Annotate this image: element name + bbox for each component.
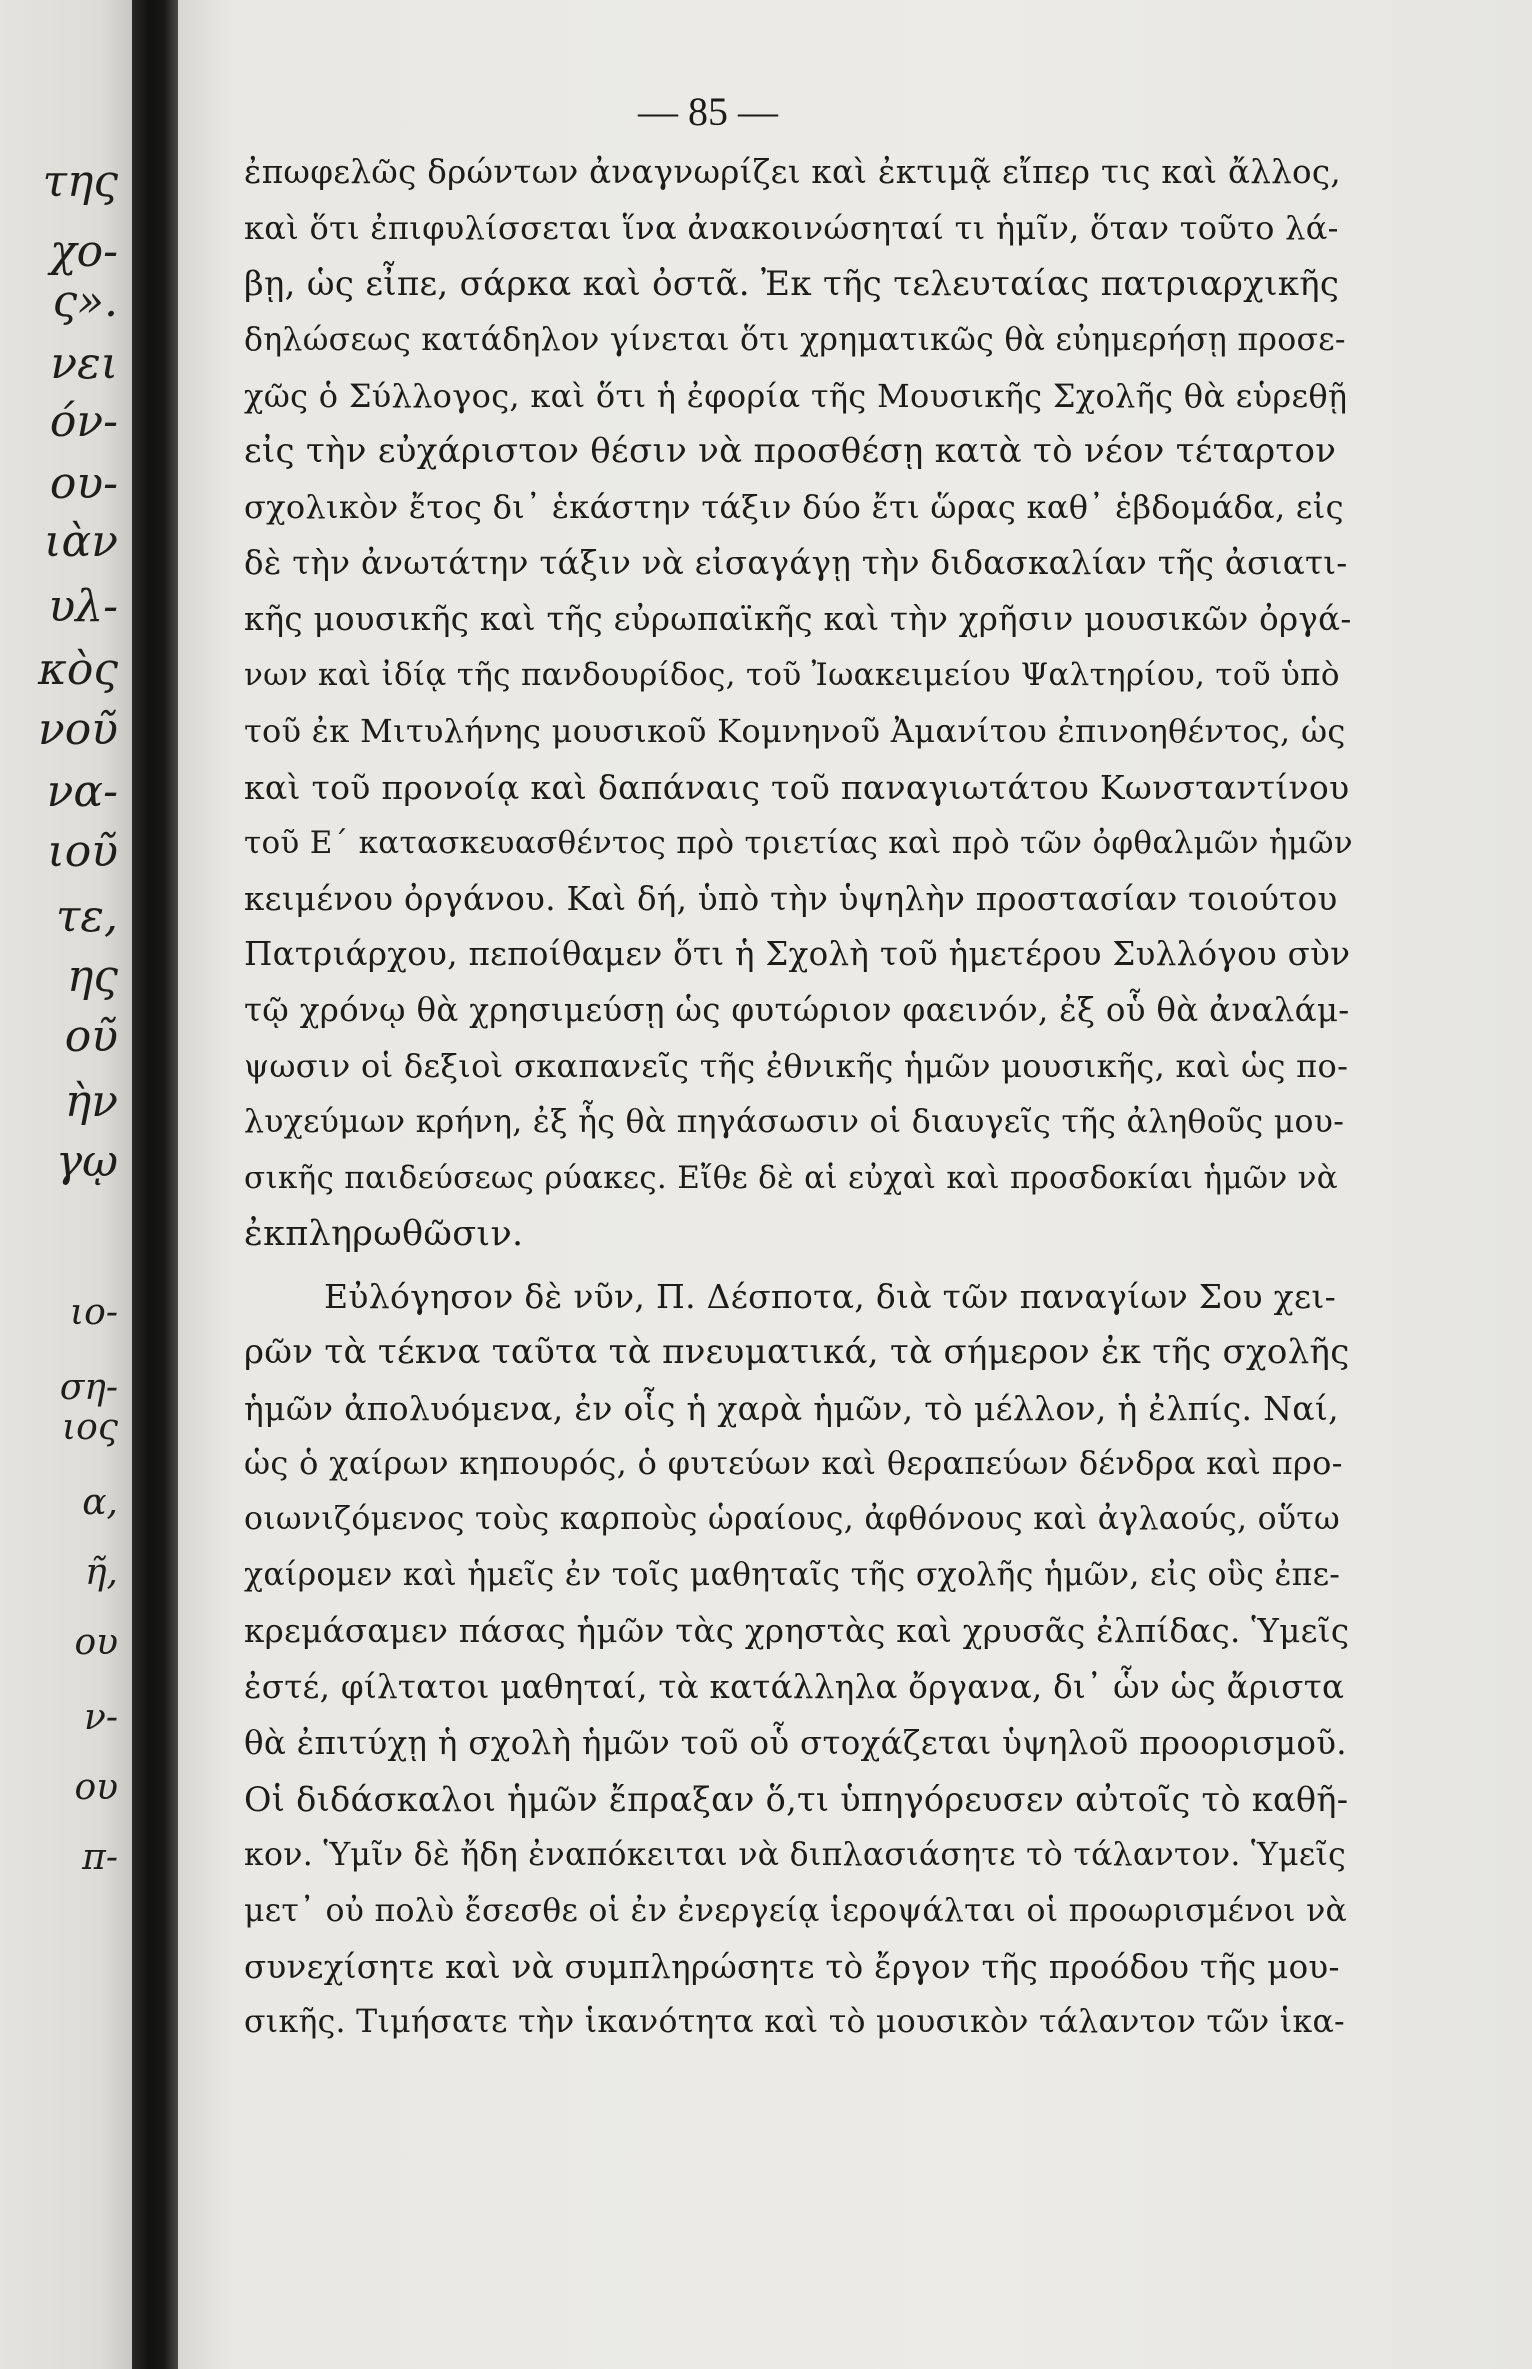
book-gutter [132,0,178,2369]
text-line: καὶ ὅτι ἐπιφυλίσσεται ἵνα ἀνακοινώσηταί τι ἡμῖν, ὅταν τοῦτο λά- [244,208,1339,247]
text-line: κειμένου ὀργάνου. Καὶ δή, ὑπὸ τὴν ὑψηλὴν προστασίαν τοιούτου [244,879,1338,918]
text-line: τῷ χρόνῳ θὰ χρησιμεύσῃ ὡς φυτώριον φαεινόν, ἐξ οὗ θὰ ἀναλάμ- [244,991,1350,1030]
text-line: σχολικὸν ἔτος δι᾽ ἑκάστην τάξιν δύο ἔτι ὥρας καθ᾽ ἑβδομάδα, εἰς [244,488,1344,527]
left-page-text-fragment: ς». [52,276,118,327]
left-page-text-fragment: ιὰν [44,516,118,567]
text-line: κον. Ὑμῖν δὲ ἤδη ἐναπόκειται νὰ διπλασιάσητε τὸ τάλαντον. Ὑμεῖς [244,1836,1347,1873]
text-line: δηλώσεως κατάδηλον γίνεται ὅτι χρηματικῶς θὰ εὐημερήσῃ προσε- [244,321,1346,358]
left-page-text-fragment: ου- [49,458,118,509]
text-line: νων καὶ ἰδίᾳ τῆς πανδουρίδος, τοῦ Ἰωακειμείου Ψαλτηρίου, τοῦ ὑπὸ [244,657,1340,694]
text-line: Εὐλόγησον δὲ νῦν, Π. Δέσποτα, διὰ τῶν παναγίων Σου χει- [324,1276,1337,1316]
left-page-text-fragment: υλ- [48,581,118,632]
left-page-text-fragment: οῦ [64,1011,118,1062]
left-page-text-fragment: χο- [49,226,118,277]
text-line: μετ᾽ οὐ πολὺ ἔσεσθε οἱ ἐν ἐνεργείᾳ ἱεροψάλται οἱ προωρισμένοι νὰ [244,1892,1348,1929]
text-line: ἡμῶν ἀπολυόμενα, ἐν οἷς ἡ χαρὰ ἡμῶν, τὸ μέλλον, ἡ ἐλπίς. Ναί, [244,1388,1339,1428]
left-page-text-fragment: ιος [62,1407,118,1448]
left-page-text-fragment: να- [46,766,118,817]
left-page-text-fragment: κὸς [38,644,118,695]
left-page-text-fragment: ὴν [64,1076,118,1127]
left-page-text-fragment: ου [74,1622,118,1663]
text-line: κρεμάσαμεν πάσας ἡμῶν τὰς χρηστὰς καὶ χρυσᾶς ἐλπίδας. Ὑμεῖς [244,1612,1350,1651]
paragraph-2 [244,1269,1350,2051]
text-line: καὶ τοῦ προνοίᾳ καὶ δαπάναις τοῦ παναγιωτάτου Κωνσταντίνου [244,767,1350,807]
left-page-text-fragment: γῳ [55,1136,118,1187]
left-page-text-fragment: ου [74,1767,118,1808]
left-page-text-fragment: π- [82,1837,118,1878]
text-line: κῆς μουσικῆς καὶ τῆς εὐρωπαϊκῆς καὶ τὴν χρῆσιν μουσικῶν ὀργά- [244,600,1352,639]
book-page [178,0,1532,2369]
text-line: χαίρομεν καὶ ἡμεῖς ἐν τοῖς μαθηταῖς τῆς σχολῆς ἡμῶν, εἰς οὓς ἐπε- [244,1557,1341,1594]
left-page-text-fragment: νοῦ [38,704,118,755]
page-text [244,145,1353,2051]
left-page-text-fragment: τε, [56,891,118,942]
text-line: σικῆς. Τιμήσατε τὴν ἱκανότητα καὶ τὸ μουσικὸν τάλαντον τῶν ἱκα- [244,2004,1345,2041]
text-line: βῃ, ὡς εἶπε, σάρκα καὶ ὀστᾶ. Ἐκ τῆς τελευταίας πατριαρχικῆς [244,263,1340,304]
left-page-text-fragment: ης [66,951,118,1002]
left-page-text-fragment: ῆ, [84,1552,118,1593]
left-page-text-fragment: όν- [49,396,118,447]
left-page-text-fragment: της [42,156,118,207]
text-line: Οἱ διδάσκαλοι ἡμῶν ἔπραξαν ὅ,τι ὑπηγόρευσεν αὐτοῖς τὸ καθῆ- [244,1779,1349,1819]
text-line: ρῶν τὰ τέκνα ταῦτα τὰ πνευματικά, τὰ σήμερον ἐκ τῆς σχολῆς [244,1331,1350,1372]
text-line: ὡς ὁ χαίρων κηπουρός, ὁ φυτεύων καὶ θεραπεύων δένδρα καὶ προ- [244,1444,1343,1483]
text-line: ἐπωφελῶς δρώντων ἀναγνωρίζει καὶ ἐκτιμᾷ εἴπερ τις καὶ ἄλλος, [244,153,1341,191]
text-line: σικῆς παιδεύσεως ρύακες. Εἴθε δὲ αἱ εὐχαὶ καὶ προσδοκίαι ἡμῶν νὰ [244,1160,1339,1197]
left-page-text-fragment: ιοῦ [47,826,118,877]
page-number: — 85 — [638,89,778,134]
text-line: λυχεύμων κρήνη, ἐξ ἧς θὰ πηγάσωσιν οἱ διαυγεῖς τῆς ἀληθοῦς μου- [244,1104,1345,1141]
text-line: δὲ τὴν ἀνωτάτην τάξιν νὰ εἰσαγάγῃ τὴν διδασκαλίαν τῆς ἀσιατι- [244,544,1348,583]
text-line: εἰς τὴν εὐχάριστον θέσιν νὰ προσθέσῃ κατὰ τὸ νέον τέταρτον [244,431,1337,472]
paragraph-1 [244,145,1353,1263]
text-line: ἐκπληρωθῶσιν. [244,1213,524,1254]
left-page-text-fragment: ση- [59,1367,118,1408]
text-line: ἐστέ, φίλτατοι μαθηταί, τὰ κατάλληλα ὄργανα, δι᾽ ὧν ὡς ἄριστα [244,1668,1345,1707]
text-line: ψωσιν οἱ δεξιοὶ σκαπανεῖς τῆς ἐθνικῆς ἡμῶν μουσικῆς, καὶ ὡς πο- [244,1047,1349,1086]
left-page-text-fragment: ιο- [70,1292,118,1333]
left-page-text-fragment: νει [50,338,118,389]
left-facing-page [0,0,132,2369]
left-page-text-fragment: ν- [83,1697,118,1738]
text-line: τοῦ ἐκ Μιτυλήνης μουσικοῦ Κομνηνοῦ Ἀμανίτου ἐπινοηθέντος, ὡς [244,711,1346,750]
text-line: τοῦ Ε΄ κατασκευασθέντος πρὸ τριετίας καὶ πρὸ τῶν ὀφθαλμῶν ἡμῶν [244,824,1353,861]
left-page-text-fragment: α, [82,1482,118,1523]
text-line: συνεχίσητε καὶ νὰ συμπληρώσητε τὸ ἔργον τῆς προόδου τῆς μου- [244,1947,1340,1986]
text-line: οιωνιζόμενος τοὺς καρποὺς ὡραίους, ἀφθόνους καὶ ἀγλαούς, οὕτω [244,1501,1340,1538]
text-line: χῶς ὁ Σύλλογος, καὶ ὅτι ἡ ἐφορία τῆς Μουσικῆς Σχολῆς θὰ εὑρεθῇ [244,376,1348,415]
text-line: Πατριάρχου, πεποίθαμεν ὅτι ἡ Σχολὴ τοῦ ἡμετέρου Συλλόγου σὺν [244,935,1351,974]
text-line: θὰ ἐπιτύχῃ ἡ σχολὴ ἡμῶν τοῦ οὗ στοχάζεται ὑψηλοῦ προορισμοῦ. [244,1723,1347,1762]
